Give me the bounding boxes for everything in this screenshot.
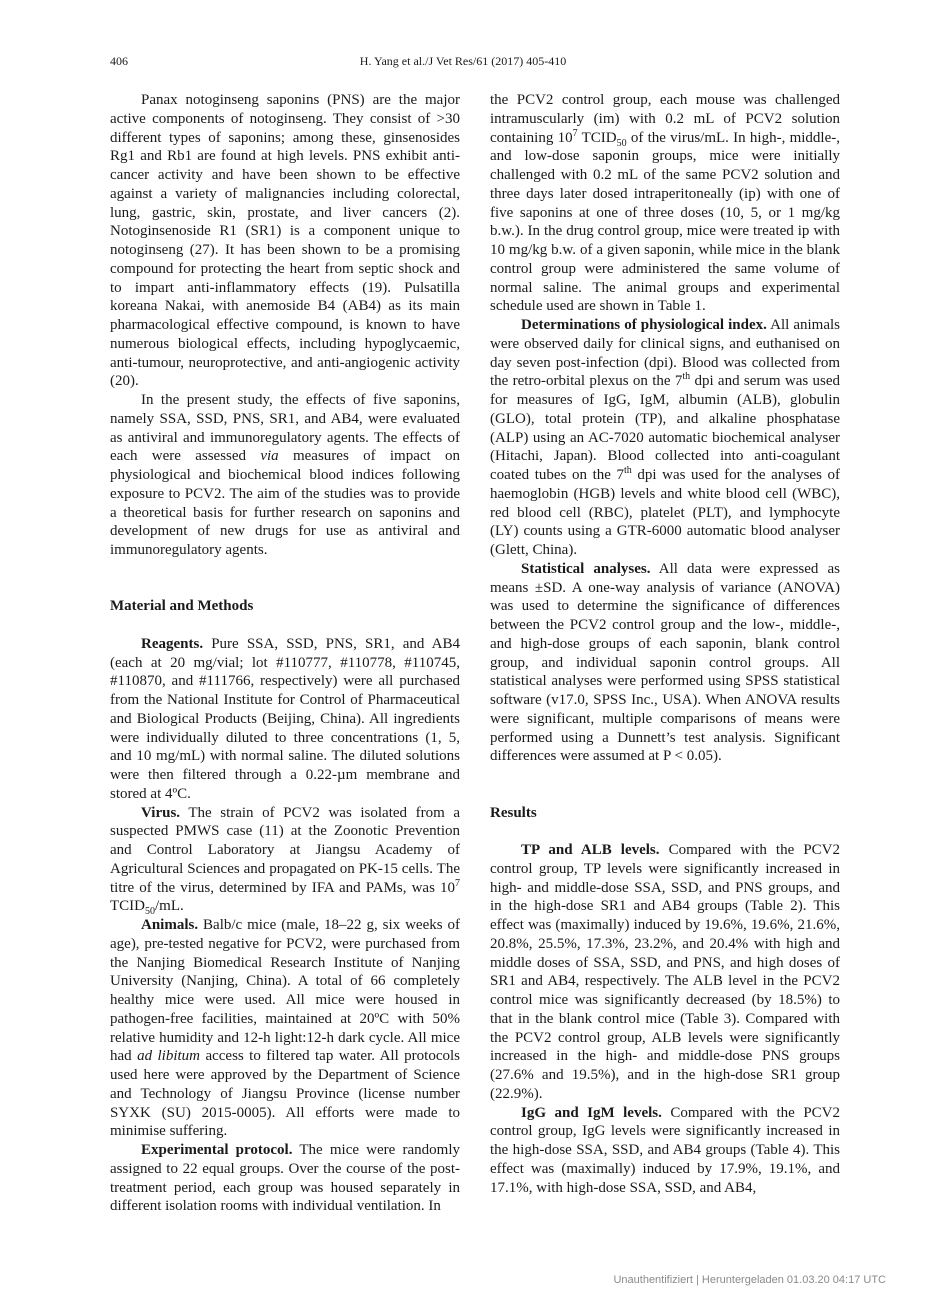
left-column (110, 91, 460, 1216)
right-column (490, 91, 840, 1197)
spacer (110, 560, 460, 598)
spacer (110, 616, 460, 635)
run-in-heading-reagents: Reagents. (141, 635, 204, 652)
paragraph-virus (110, 804, 460, 917)
superscript: th (623, 465, 632, 476)
text-run: Compared with the PCV2 control group, TP levels were significantly increased in high- and middle-dose SSA, SSD, and PNS groups, and in the high-dose SR1 and AB4 groups (Table 2). This effect was (maximally) induced by 19.6%, 19.6%, 21.6%, 20.8%, 25.5%, 17.3%, 23.2%, and 20.4% with high and middle doses of SSA, SSD, and PNS, and high doses of SR1 and AB4, respectively. The ALB level in the PCV2 control mice was significantly decreased (by 18.5%) to that in the blank control mice (Table 3). Compared with the PCV2 control group, ALB levels were significantly increased in the high- and middle-dose PNS groups (27.6% and 19.5%), and in the high-dose SR1 group (22.9%). (490, 842, 841, 1102)
run-in-heading-animals: Animals. (141, 917, 199, 933)
text-run: Compared with the PCV2 control group, IgG levels were significantly increased in the high-dose SSA, SSD, and AB4 groups (Table 4). This effect was (maximally) induced by 17.9%, 19.1%, and 17.1%, with high-dose SSA, SSD, and AB4, (490, 1104, 840, 1196)
run-in-heading-virus: Virus. (141, 804, 181, 821)
run-in-heading-igg-igm: IgG and IgM levels. (521, 1104, 662, 1121)
paragraph-protocol-continued (490, 91, 840, 316)
spacer (490, 766, 840, 804)
text-run: The mice were randomly assigned to 22 equal groups. Over the course of the post-treatment period, each group was housed separately in different isolation rooms with individual ventilation. In (110, 1142, 460, 1215)
run-in-heading-tp-alb: TP and ALB levels. (521, 842, 660, 858)
superscript: 7 (455, 877, 460, 889)
download-footer: Unauthentifiziert | Heruntergeladen 01.03.20 04:17 UTC (613, 1274, 886, 1286)
section-heading-methods: Material and Methods (110, 598, 254, 615)
run-in-heading-determinations: Determinations of physiological index. (521, 317, 767, 333)
paragraph-igg-igm (490, 1104, 840, 1198)
paragraph-pns: Panax notoginseng saponins (PNS) are the major active components of notoginseng. They consist of >30 different types of saponins; among these, ginsenosides Rg1 and Rb1 are found at high levels. PNS exhibit anti-cancer activity and have been shown to be effective against a variety of malignancies including colorectal, lung, gastric, skin, prostate, and liver cancers (2). Notoginsenoside R1 (SR1) is a component unique to notoginseng (27). It has been shown to be a promising compound for protecting the heart from septic shock and to impart anti-inflammatory effects (19). Pulsatilla koreana Nakai, with anemoside B4 (AB4) as its main pharmacological effective compound, is known to have numerous biological effects, including hypoglycaemic, anti-tumour, neuroprotective, and anti-angiogenic activity (20). (110, 92, 460, 390)
paragraph-determinations (490, 316, 840, 560)
subscript: 50 (616, 137, 627, 149)
italic-ad-libitum: ad libitum (137, 1048, 201, 1065)
text-run: dpi was used for the analyses of haemoglobin (HGB) levels and white blood cell (WBC), red blood cell (RBC), platelet (PLT), and lymphocyte (LY) counts using a GTR-6000 automatic blood analyser (Glett, China). (490, 467, 840, 558)
text-run: of the virus/mL. In high-, middle-, and low-dose saponin groups, mice were initially challenged with 0.2 mL of the same PCV2 solution and three days later dosed intraperitoneally (ip) with one of five saponins at one of three doses (10, 5, or 1 mg/kg b.w.). In the drug control group, mice were treated ip with 10 mg/kg b.w. of a given saponin, while mice in the blank control group were administered the same volume of normal saline. The animal groups and experimental schedule used are shown in Table 1. (490, 129, 840, 315)
text-run: The strain of PCV2 was isolated from a suspected PMWS case (11) at the Zoonotic Prevention and Control Laboratory at Jiangsu Academy of Agricultural Sciences and propagated on PK-15 cells. The titre of the virus, determined by IFA and PAMs, was 10 (110, 804, 460, 896)
text-run: measures of impact on physiological and biochemical blood indices following exposure to PCV2. The aim of the studies was to provide a theoretical basis for further research on saponins and development of new drugs for use as antiviral and immunoregulatory agents. (110, 448, 460, 558)
text-run: Balb/c mice (male, 18–22 g, six weeks of age), pre-tested negative for PCV2, were purchased from the Nanjing Biomedical Research Institute of Nanjing University (Nanjing, China). A total of 66 completely healthy mice were used. All mice were housed in pathogen-free facilities, maintained at 20ºC with 50% relative humidity and 12-h light:12-h dark cycle. All mice had (110, 917, 460, 1065)
paragraph-reagents (110, 635, 460, 804)
text-run: dpi and serum was used for measures of IgG, IgM, albumin (ALB), globulin (GLO), total protein (TP), and alkaline phosphatase (ALP) using an AC-7020 automatic biochemical analyser (Hitachi, Japan). Blood collected into anti-coagulant coated tubes on the 7 (490, 373, 840, 483)
paragraph-tp-alb (490, 841, 840, 1104)
text-run: All data were expressed as means ±SD. A one-way analysis of variance (ANOVA) was used to determine the significance of differences between the PCV2 control group and the low-, middle-, and high-dose groups of each saponin, blank control group, and individual saponin control groups. All statistical analyses were performed using SPSS statistical software (v17.0, SPSS Inc., USA). When ANOVA results were significant, multiple comparisons of means were performed using a Dunnett’s test analysis. Significant differences were assumed at P < 0.05). (490, 560, 840, 765)
superscript: th (682, 371, 691, 383)
text-run: In the present study, the effects of five saponins, namely SSA, SSD, PNS, SR1, and AB4, were evaluated as antiviral and immunoregulatory agents. The effects of each were assessed (110, 392, 460, 465)
superscript: 7 (572, 127, 578, 139)
italic-via: via (260, 448, 279, 465)
paragraph-study-aim (110, 391, 460, 560)
text-run: access to filtered tap water. All protocols used here were approved by the Department of Science and Technology of Jiangsu Province (license number SYXK (SU) 2015-0005). All efforts were made to minimise suffering. (110, 1048, 460, 1140)
text-run: Pure SSA, SSD, PNS, SR1, and AB4 (each at 20 mg/vial; lot #110777, #110778, #110745, #110870, and #111766, respectively) were all purchased from the National Institute for Control of Pharmaceutical and Biological Products (Beijing, China). All ingredients were individually diluted to three concentrations (1, 5, and 10 mg/mL) with normal saline. The diluted solutions were then filtered through a 0.22-µm membrane and stored at 4ºC. (110, 635, 460, 802)
paragraph-protocol (110, 1141, 460, 1216)
page-header (0, 54, 926, 70)
run-in-heading-protocol: Experimental protocol. (141, 1142, 293, 1158)
paragraph-statistics (490, 560, 840, 766)
run-in-heading-statistics: Statistical analyses. (521, 560, 651, 577)
text-run: TCID (577, 129, 617, 146)
text-run: TCID (110, 898, 145, 915)
section-heading-results: Results (490, 804, 537, 821)
text-run: the PCV2 control group, each mouse was challenged intramuscularly (im) with 0.2 mL of PCV2 solution containing 10 (490, 92, 840, 146)
subscript: 50 (145, 906, 155, 918)
spacer (490, 822, 840, 841)
text-run: All animals were observed daily for clinical signs, and euthanised on day seven post-infection (dpi). Blood was collected from the retro-orbital plexus on the 7 (490, 317, 840, 390)
paragraph-animals (110, 916, 460, 1141)
running-head: H. Yang et al./J Vet Res/61 (2017) 405-410 (359, 54, 567, 68)
text-run: /mL. (155, 898, 184, 915)
page-number: 406 (110, 54, 128, 68)
